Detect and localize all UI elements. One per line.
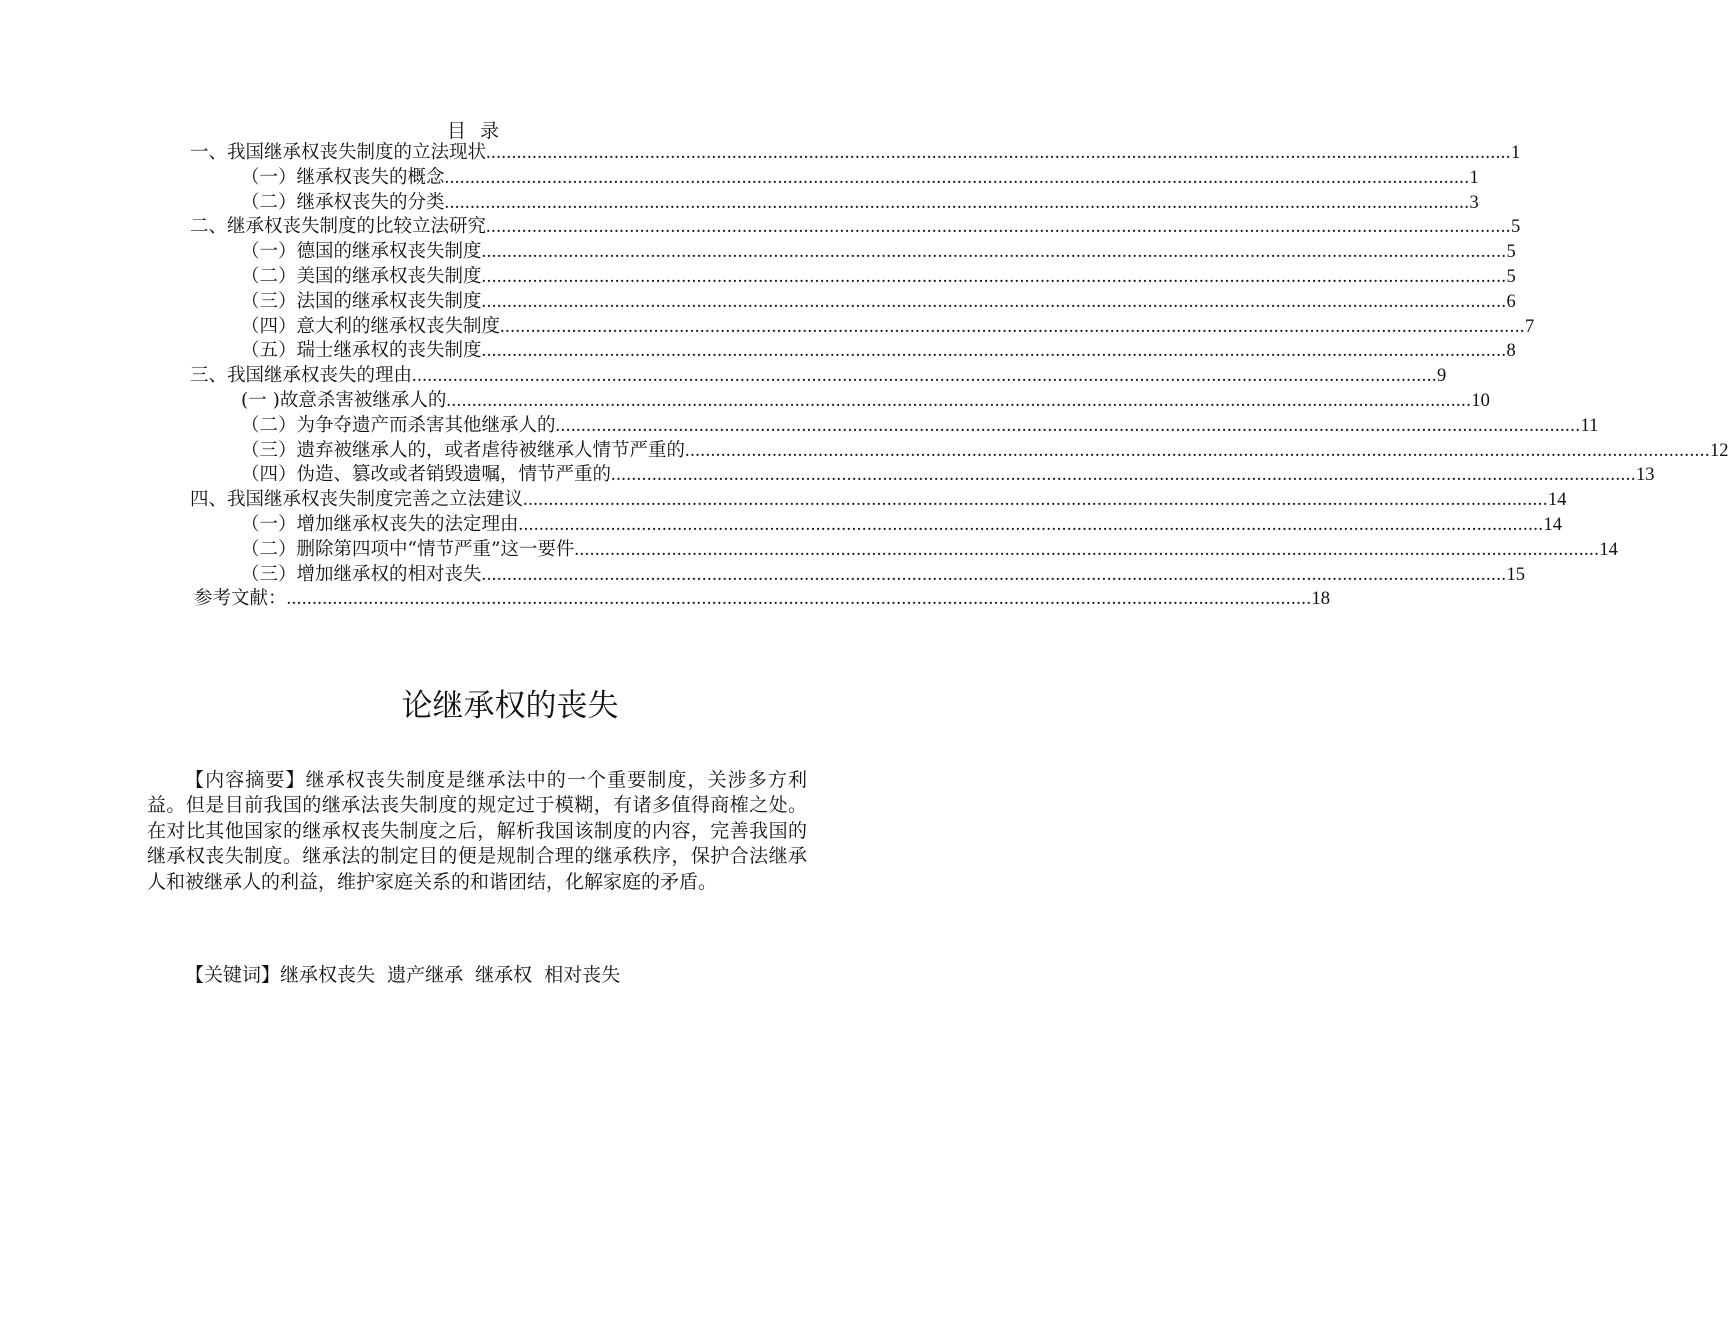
toc-dot-leader: ........................................................................................................................................................................................................: [481, 266, 1507, 287]
toc-entry[interactable]: [190, 563, 1526, 588]
toc-page-number: 1: [1469, 167, 1479, 188]
table-of-contents: [190, 141, 1729, 612]
toc-entry[interactable]: [190, 439, 1729, 464]
toc-dot-leader: ........................................................................................................................................................................................................: [481, 564, 1507, 585]
toc-entry-text: 一、我国继承权丧失制度的立法现状: [190, 142, 487, 163]
toc-page-number: 12: [1710, 440, 1729, 461]
toc-page-number: 5: [1506, 266, 1516, 287]
toc-entry-text: （一）增加继承权丧失的法定理由: [241, 513, 519, 535]
toc-entry-text: 参考文献：: [194, 588, 287, 610]
toc-entry[interactable]: [190, 141, 1521, 166]
toc-entry[interactable]: [190, 538, 1618, 563]
toc-page-number: 11: [1580, 415, 1599, 436]
toc-dot-leader: ........................................................................................................................................................................................................: [286, 589, 1312, 610]
toc-entry-text: （二）删除第四项中“情节严重”这一要件: [241, 538, 575, 560]
toc-entry-text: （三）遗弃被继承人的，或者虐待被继承人情节严重的: [241, 439, 686, 461]
toc-page-number: 14: [1599, 539, 1618, 560]
toc-page-number: 6: [1506, 291, 1516, 312]
toc-page-number: 14: [1548, 490, 1567, 511]
toc-entry[interactable]: [190, 265, 1516, 290]
toc-entry[interactable]: [190, 463, 1655, 488]
toc-entry-text: （二）为争夺遗产而杀害其他继承人的: [241, 414, 556, 436]
toc-page-number: 18: [1311, 589, 1331, 610]
toc-dot-leader: ........................................................................................................................................................................................................: [500, 316, 1526, 337]
toc-entry[interactable]: [190, 191, 1479, 216]
toc-entry-text: （四）意大利的继承权丧失制度: [241, 315, 501, 337]
document-title: 论继承权的丧失: [401, 688, 619, 724]
toc-dot-leader: ........................................................................................................................................................................................................: [523, 490, 1549, 511]
toc-dot-leader: ........................................................................................................................................................................................................: [481, 242, 1507, 263]
toc-entry[interactable]: [190, 364, 1447, 389]
toc-entry-text: 四、我国继承权丧失制度完善之立法建议: [190, 489, 524, 511]
toc-entry[interactable]: [190, 215, 1521, 240]
toc-entry[interactable]: [190, 339, 1516, 364]
toc-entry-text: (一 )故意杀害被继承人的: [241, 389, 447, 411]
toc-entry[interactable]: [190, 414, 1599, 439]
toc-entry[interactable]: [190, 240, 1516, 265]
toc-dot-leader: ........................................................................................................................................................................................................: [481, 291, 1507, 312]
toc-dot-leader: ........................................................................................................................................................................................................: [444, 167, 1470, 188]
toc-dot-leader: ........................................................................................................................................................................................................: [444, 192, 1470, 213]
toc-page-number: 5: [1511, 217, 1521, 238]
toc-entry-text: （二）美国的继承权丧失制度: [241, 265, 482, 287]
toc-entry[interactable]: [190, 166, 1479, 191]
toc-entry-text: （三）增加继承权的相对丧失: [241, 563, 482, 585]
toc-page-number: 15: [1506, 564, 1526, 585]
toc-entry[interactable]: [190, 315, 1535, 340]
toc-page-number: 7: [1525, 316, 1535, 337]
toc-dot-leader: ........................................................................................................................................................................................................: [555, 415, 1581, 436]
keywords-line: 【关键词】继承权丧失 遗产继承 继承权 相对丧失: [185, 964, 621, 986]
toc-page-number: 14: [1543, 514, 1563, 535]
toc-page-number: 8: [1506, 341, 1516, 362]
toc-page-number: 9: [1437, 366, 1447, 387]
toc-dot-leader: ........................................................................................................................................................................................................: [446, 390, 1472, 411]
toc-dot-leader: ........................................................................................................................................................................................................: [486, 143, 1512, 163]
abstract-paragraph: 【内容摘要】继承权丧失制度是继承法中的一个重要制度，关涉多方利益。但是目前我国的继承法丧失制度的规定过于模糊，有诸多值得商榷之处。在对比其他国家的继承权丧失制度之后，解析我国该制度的内容，完善我国的继承权丧失制度。继承法的制定目的便是规制合理的继承秩序，保护合法继承人和被继承人的利益，维护家庭关系的和谐团结，化解家庭的矛盾。: [147, 769, 807, 893]
toc-entry[interactable]: [190, 488, 1567, 513]
toc-dot-leader: ........................................................................................................................................................................................................: [611, 465, 1637, 486]
toc-dot-leader: ........................................................................................................................................................................................................: [486, 217, 1512, 238]
toc-entry-text: （一）继承权丧失的概念: [241, 166, 445, 188]
toc-dot-leader: ........................................................................................................................................................................................................: [481, 341, 1507, 362]
toc-dot-leader: ........................................................................................................................................................................................................: [574, 539, 1600, 560]
toc-entry-text: （一）德国的继承权丧失制度: [241, 241, 482, 263]
toc-page-number: 5: [1506, 242, 1516, 263]
toc-entry-text: 三、我国继承权丧失的理由: [190, 365, 413, 387]
toc-dot-leader: ........................................................................................................................................................................................................: [412, 366, 1438, 387]
toc-entry-text: （二）继承权丧失的分类: [241, 191, 445, 213]
toc-entry[interactable]: [190, 513, 1563, 538]
toc-entry[interactable]: [190, 587, 1331, 612]
toc-page-number: 1: [1511, 143, 1521, 163]
toc-page-number: 13: [1636, 465, 1655, 486]
toc-entry[interactable]: [190, 290, 1516, 315]
toc-dot-leader: ........................................................................................................................................................................................................: [518, 514, 1544, 535]
toc-title: 目 录: [446, 120, 504, 142]
toc-entry-text: （三）法国的继承权丧失制度: [241, 290, 482, 312]
toc-entry-text: 二、继承权丧失制度的比较立法研究: [190, 216, 487, 238]
toc-dot-leader: ........................................................................................................................................................................................................: [685, 440, 1711, 461]
toc-entry-text: （五）瑞士继承权的丧失制度: [241, 340, 482, 362]
toc-page-number: 10: [1471, 390, 1490, 411]
toc-entry[interactable]: [190, 389, 1490, 414]
toc-page-number: 3: [1469, 192, 1479, 213]
toc-entry-text: （四）伪造、篡改或者销毁遗嘱，情节严重的: [241, 464, 612, 486]
